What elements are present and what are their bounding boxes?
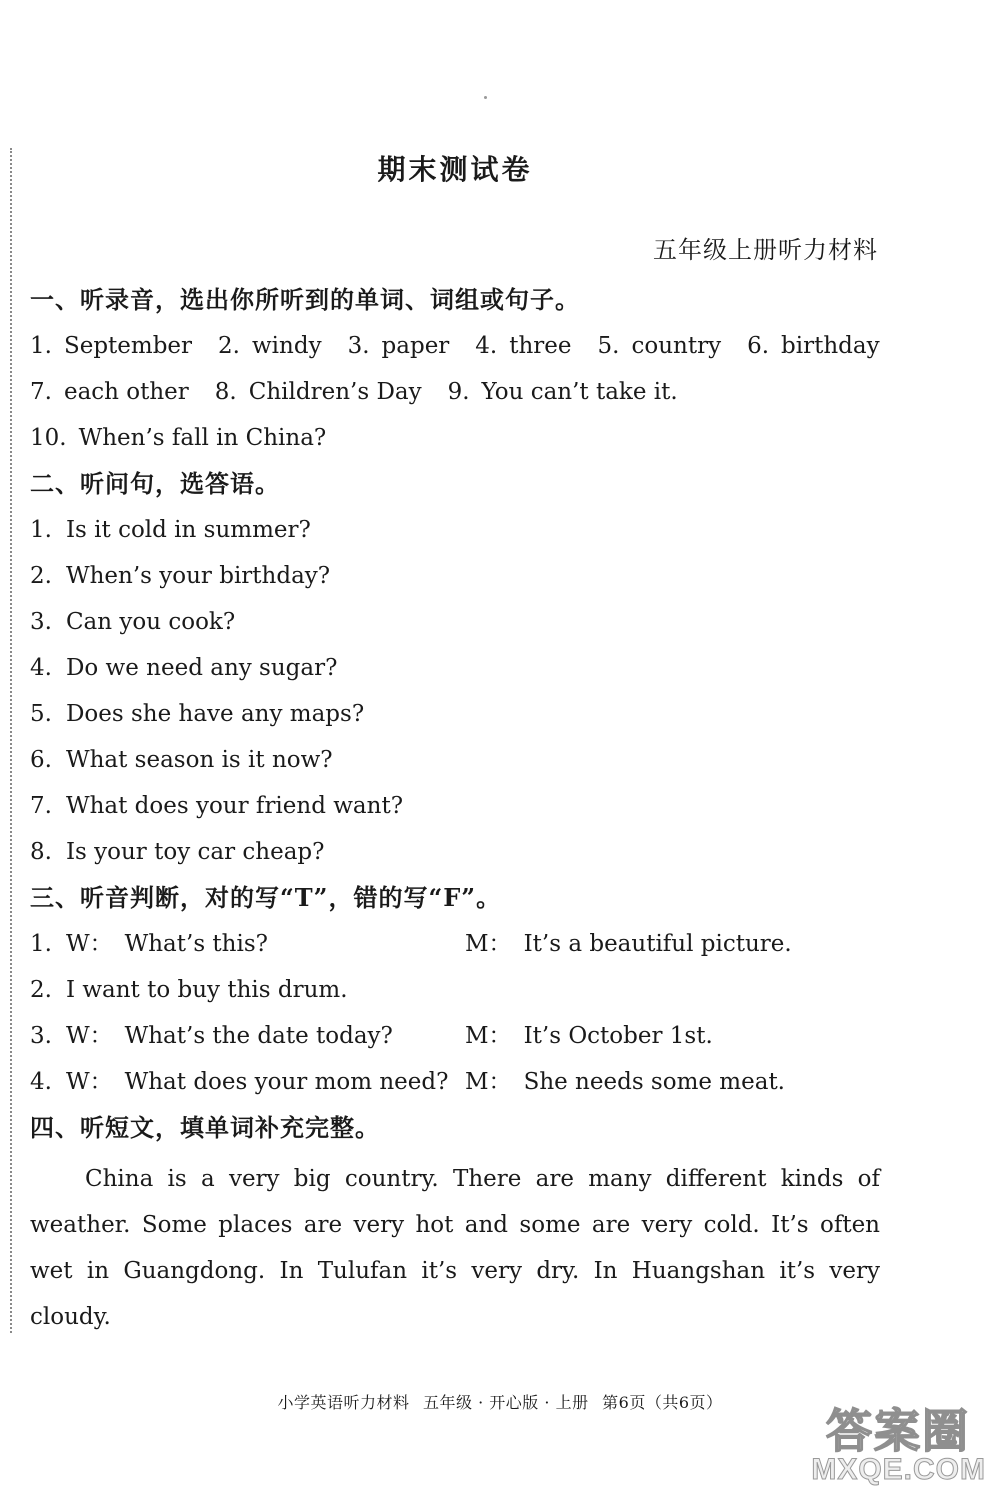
watermark-url: MXQE.COM <box>811 1453 986 1486</box>
item-number: 10. <box>30 425 67 451</box>
item-text: What’s this? <box>124 931 268 957</box>
item-number: 2. <box>30 977 52 1003</box>
speaker-label: W： <box>65 1023 113 1049</box>
item-text: Can you cook? <box>65 609 236 635</box>
list-item <box>30 331 192 361</box>
item-text: country <box>631 333 722 359</box>
item-number: 2. <box>218 333 240 359</box>
list-item <box>218 331 322 361</box>
speaker-label: M： <box>465 1023 512 1049</box>
item-text: Does she have any maps? <box>65 701 365 727</box>
item-number: 9. <box>447 379 470 405</box>
section-1-heading: 一、听录音，选出你所听到的单词、词组或句子。 <box>30 285 580 314</box>
list-item <box>30 745 333 775</box>
speaker-label: M： <box>465 1069 512 1095</box>
list-item <box>30 423 326 453</box>
dialogue-w <box>30 929 268 959</box>
item-number: 4. <box>475 333 498 359</box>
item-number: 1. <box>30 333 52 359</box>
dialogue-m <box>465 1021 713 1051</box>
dialogue-w <box>30 1021 393 1051</box>
list-item <box>598 331 722 361</box>
list-item <box>30 699 364 729</box>
list-item <box>30 515 311 545</box>
item-text: You can’t take it. <box>481 379 678 405</box>
dialogue-w <box>30 1067 448 1097</box>
list-item <box>30 791 403 821</box>
item-number: 6. <box>747 333 770 359</box>
item-text: When’s your birthday? <box>65 563 331 589</box>
list-item <box>30 377 189 407</box>
list-item <box>215 377 422 407</box>
item-number: 5. <box>30 701 52 727</box>
page-title: 期末测试卷 <box>377 153 533 186</box>
list-item <box>348 331 450 361</box>
page-subtitle: 五年级上册听力材料 <box>653 236 878 264</box>
list-item <box>30 561 330 591</box>
item-number: 1. <box>30 931 52 957</box>
binding-dotted-line <box>10 148 12 1333</box>
item-text: each other <box>63 379 189 405</box>
item-number: 8. <box>214 379 237 405</box>
item-number: 4. <box>30 655 52 681</box>
section-3-heading: 三、听音判断，对的写“T”，错的写“F”。 <box>30 883 502 912</box>
item-number: 3. <box>30 1023 52 1049</box>
item-text: Do we need any sugar? <box>65 655 338 681</box>
footer-grade-edition: 五年级 · 开心版 · 上册 <box>423 1393 589 1412</box>
item-text: What does your friend want? <box>65 793 404 819</box>
item-text: What does your mom need? <box>124 1069 449 1095</box>
list-item <box>30 837 324 867</box>
item-text: Is it cold in summer? <box>65 517 311 543</box>
passage-paragraph: China is a very big country. There are many different kinds of weather. Some places are very hot and some are very cold. It’s often wet in Guangdong. In Tulufan it’s very dry. In Huangshan it’s very cloudy. <box>30 1166 880 1330</box>
speaker-label: M： <box>465 931 512 957</box>
dialogue-m <box>465 929 792 959</box>
item-number: 7. <box>30 379 52 405</box>
speaker-label: W： <box>65 931 113 957</box>
item-text: three <box>509 333 572 359</box>
list-item <box>475 331 571 361</box>
item-text: Children’s Day <box>248 379 422 405</box>
item-number: 6. <box>30 747 52 773</box>
item-number: 7. <box>30 793 52 819</box>
item-text: What season is it now? <box>65 747 333 773</box>
item-number: 3. <box>347 333 370 359</box>
list-item <box>30 653 337 683</box>
item-number: 5. <box>597 333 620 359</box>
footer-page-number: 第6页（共6页） <box>602 1393 723 1412</box>
list-item <box>30 607 235 637</box>
item-text: She needs some meat. <box>523 1069 785 1095</box>
section-4-heading: 四、听短文，填单词补充完整。 <box>30 1113 380 1142</box>
item-text: What’s the date today? <box>124 1023 393 1049</box>
watermark-text: 答案圈 <box>826 1405 970 1457</box>
item-text: September <box>63 333 193 359</box>
item-text: It’s a beautiful picture. <box>523 931 792 957</box>
dialogue-line <box>30 975 348 1005</box>
item-number: 4. <box>30 1069 52 1095</box>
item-text: birthday <box>781 333 880 359</box>
list-item <box>747 331 880 361</box>
item-number: 8. <box>30 839 52 865</box>
item-text: I want to buy this drum. <box>65 977 348 1003</box>
item-text: windy <box>252 333 322 359</box>
section-1-row-3 <box>30 423 352 453</box>
item-text: When’s fall in China? <box>78 425 327 451</box>
section-1-row-2 <box>30 377 704 407</box>
item-text: It’s October 1st. <box>523 1023 713 1049</box>
speaker-label: W： <box>65 1069 113 1095</box>
list-item <box>448 377 678 407</box>
item-number: 1. <box>30 517 52 543</box>
item-text: paper <box>381 333 450 359</box>
section-2-heading: 二、听问句，选答语。 <box>30 469 280 498</box>
item-text: Is your toy car cheap? <box>65 839 325 865</box>
item-number: 3. <box>30 609 52 635</box>
dialogue-m <box>465 1067 785 1097</box>
footer-book-title: 小学英语听力材料 <box>277 1393 410 1412</box>
section-1-row-1 <box>30 331 906 361</box>
watermark-logo <box>802 1395 992 1490</box>
scan-speck <box>484 96 487 99</box>
item-number: 2. <box>30 563 52 589</box>
